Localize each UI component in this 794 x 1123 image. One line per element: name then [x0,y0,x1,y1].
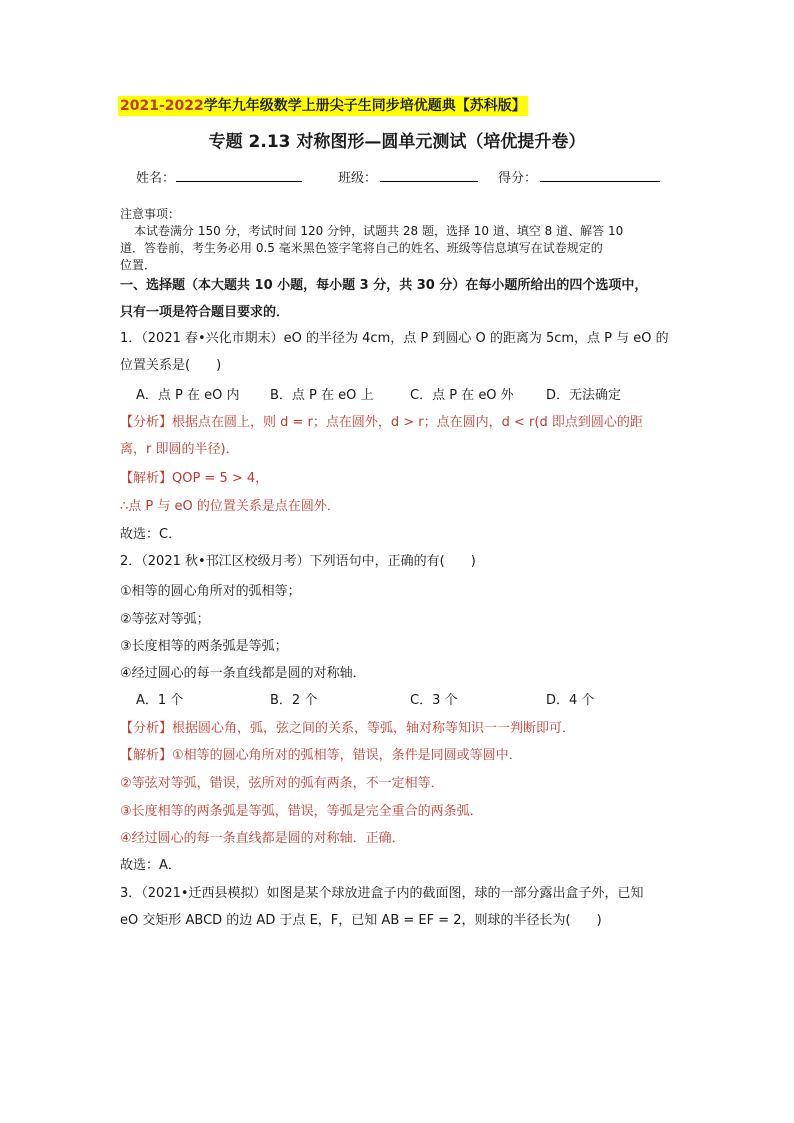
q3-stem-line2: eO 交矩形 ABCD 的边 AD 于点 E，F，已知 AB = EF = 2，则球的半径长为( ) [120,913,602,928]
q2-solution-4: ④经过圆心的每一条直线都是圆的对称轴．正确． [120,831,405,846]
q2-analysis: 【分析】根据圆心角，弧，弦之间的关系，等弧，轴对称等知识一一判断即可． [120,721,576,736]
q1-solution-line2: ∴点 P 与 eO 的位置关系是点在圆外． [120,499,340,514]
q2-stem: 2．（2021 秋•邗江区校级月考）下列语句中，正确的有( ) [120,554,476,569]
class-label: 班级： [338,171,378,186]
section1-line1: 一、选择题（本大题共 10 小题，每小题 3 分，共 30 分）在每小题所给出的四个选项中， [120,278,648,293]
q1-option-c: C．点 P 在 eO 外 [410,388,514,403]
q1-analysis-line1: 【分析】根据点在圆上，则 d = r；点在圆外，d > r；点在圆内，d < r(d 即点到圆心的距 [120,415,643,430]
q2-statement-2: ②等弦对等弧； [120,612,210,627]
name-field[interactable] [176,181,302,182]
q2-option-c: C．3 个 [410,693,458,708]
q2-statement-3: ③长度相等的两条弧是等弧； [120,639,288,654]
page-title: 专题 2.13 对称图形—圆单元测试（培优提升卷） [208,132,586,152]
q2-option-a: A．1 个 [136,693,184,708]
q1-solution-line1: 【解析】QOP = 5 > 4， [120,471,269,486]
notice-line2: 道．答卷前，考生务必用 0.5 毫米黑色签字笔将自己的姓名、班级等信息填写在试卷规定的 [120,241,603,255]
q3-stem-line1: 3．（2021•迁西县模拟）如图是某个球放进盒子内的截面图，球的一部分露出盒子外，已知 [120,886,644,901]
banner-year: 2021-2022 [120,98,204,114]
q1-answer: 故选：C． [120,527,182,542]
q2-answer: 故选：A． [120,858,181,873]
q1-option-a: A．点 P 在 eO 内 [136,388,240,403]
q2-statement-4: ④经过圆心的每一条直线都是圆的对称轴． [120,666,366,681]
q2-solution-1: 【解析】①相等的圆心角所对的弧相等，错误，条件是同圆或等圆中． [120,748,522,763]
q1-stem-line1: 1．（2021 春•兴化市期末）eO 的半径为 4cm，点 P 到圆心 O 的距离为 5cm，点 P 与 eO 的 [120,331,669,346]
header-banner [118,96,528,116]
q2-option-b: B．2 个 [270,693,318,708]
score-label: 得分： [498,171,538,186]
q1-stem-line2: 位置关系是( ) [120,358,222,373]
q2-solution-3: ③长度相等的两条弧是等弧，错误，等弧是完全重合的两条弧． [120,804,483,819]
notice-line3: 位置． [120,258,157,272]
score-field[interactable] [540,181,660,182]
q1-analysis-line2: 离，r 即圆的半径)． [120,442,239,457]
banner-title: 学年九年级数学上册尖子生同步培优题典【苏科版】 [203,98,526,114]
notice-line1: 本试卷满分 150 分，考试时间 120 分钟，试题共 28 题，选择 10 道、填空 8 道、解答 10 [134,224,624,238]
q2-statement-1: ①相等的圆心角所对的弧相等； [120,584,301,599]
q2-solution-2: ②等弦对等弧，错误，弦所对的弧有两条，不一定相等． [120,776,444,791]
notice-heading: 注意事项： [120,207,181,221]
q2-option-d: D．4 个 [546,693,595,708]
name-label: 姓名： [136,171,176,186]
section1-line2: 只有一项是符合题目要求的． [120,305,290,320]
q1-option-b: B．点 P 在 eO 上 [270,388,374,403]
q1-option-d: D．无法确定 [546,388,622,403]
class-field[interactable] [380,181,478,182]
